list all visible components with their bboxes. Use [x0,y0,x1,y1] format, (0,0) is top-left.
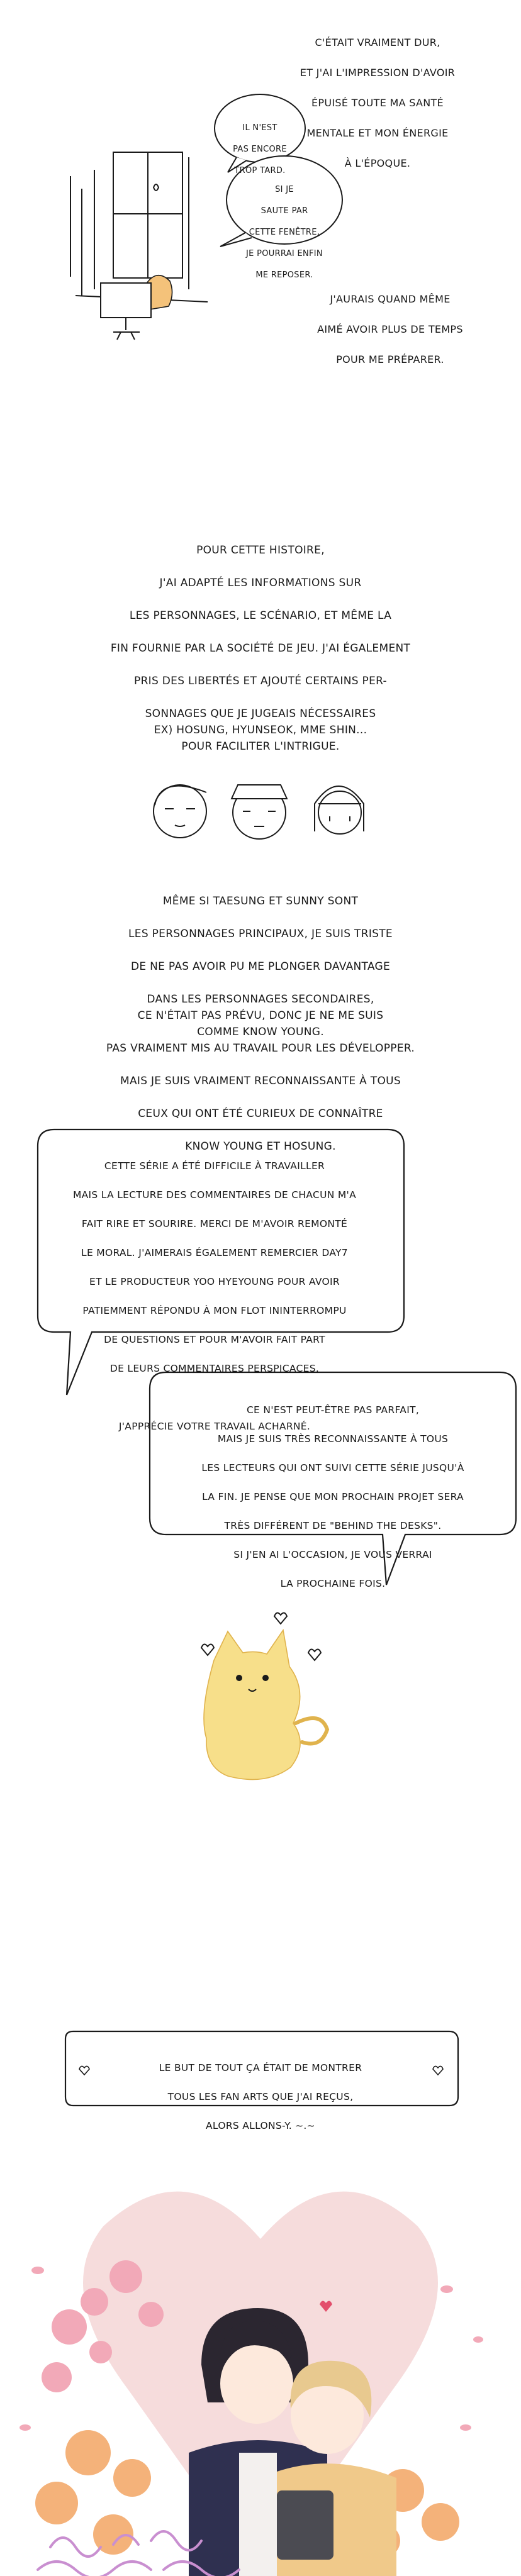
story-paragraph: POUR CETTE HISTOIRE, J'AI ADAPTÉ LES INFORMATIONS SUR LES PERSONNAGES, LE SCÉNARIO, ET MÊME LA FIN FOURNIE PAR LA SOCIÉTÉ DE JEU. J'AI ÉGALEMENT PRIS DES LIBERTÉS ET AJOUTÉ CERTAINS PER- SONNAGES QUE JE JUGEAIS NÉCESSAIRES POUR FACILITER L'INTRIGUE. [110,544,411,753]
cat-illustration [201,1613,327,1779]
person-at-desk-sketch [101,275,172,340]
face-hyunseok [232,785,287,839]
bubble-1-text: IL N'EST PAS ENCORE TROP TARD. [233,123,287,175]
story-example: EX) HOSUNG, HYUNSEOK, MME SHIN... [154,724,367,736]
caption-top: C'ÉTAIT VRAIMENT DUR, ET J'AI L'IMPRESSION D'AVOIR ÉPUISÉ TOUTE MA SANTÉ MENTALE ET MON ÉNERGIE À L'ÉPOQUE. [300,36,456,169]
bubble-2-text: SI JE SAUTE PAR CETTE FENÊTRE, JE POURRAI ENFIN ME REPOSER. [246,185,323,280]
characters-paragraph-2: CE N'ÉTAIT PAS PRÉVU, DONC JE NE ME SUIS PAS VRAIMENT MIS AU TRAVAIL POUR LES DÉVELOPPER. MAIS JE SUIS VRAIMENT RECONNAISSANTE À TOUS CEUX QUI ONT ÉTÉ CURIEUX DE CONNAÎTRE KNOW YOUNG ET HOSUNG. [106,1009,415,1153]
face-mme-shin [315,786,364,834]
staff-thanks-text: CETTE SÉRIE A ÉTÉ DIFFICILE À TRAVAILLER MAIS LA LECTURE DES COMMENTAIRES DE CHACUN M'A FAIT RIRE ET SOURIRE. MERCI DE M'AVOIR REMONTÉ LE MORAL. J'AIMERAIS ÉGALEMENT REMERCIER DAY7 ET LE PRODUCTEUR YOO HYEYOUNG POUR AVOIR PATIEMMENT RÉPONDU À MON FLOT ININTERROMPU DE QUESTIONS ET POUR M'AVOIR FAIT PART DE LEURS COMMENTAIRES PERSPICACES. J'APPRÉCIE VOTRE TRAVAIL ACHARNÉ. [72,1160,356,1432]
caption-bottom: J'AURAIS QUAND MÊME AIMÉ AVOIR PLUS DE TEMPS POUR ME PRÉPARER. [317,293,463,365]
fanart-intro-text: LE BUT DE TOUT ÇA ÉTAIT DE MONTRER TOUS LES FAN ARTS QUE J'AI REÇUS, ALORS ALLONS-Y. ~.~ [159,2062,362,2131]
fanart-illustration [20,2192,483,2576]
readers-thanks-text: CE N'EST PEUT-ÊTRE PAS PARFAIT, MAIS JE SUIS TRÈS RECONNAISSANTE À TOUS LES LECTEURS QUI ONT SUIVI CETTE SÉRIE JUSQU'À LA FIN. JE PENSE QUE MON PROCHAIN PROJET SERA TRÈS DIFFÉRENT DE "BEHIND THE DESKS". SI J'EN AI L'OCCASION, JE VOUS VERRAI LA PROCHAINE FOIS. [201,1404,464,1589]
character-faces [154,785,364,839]
characters-paragraph: MÊME SI TAESUNG ET SUNNY SONT LES PERSONNAGES PRINCIPAUX, JE SUIS TRISTE DE NE PAS AVOIR PU ME PLONGER DAVANTAGE DANS LES PERSONNAGES SECONDAIRES, COMME KNOW YOUNG. [128,895,393,1038]
window-sketch [70,152,208,302]
face-hosung [154,785,206,838]
